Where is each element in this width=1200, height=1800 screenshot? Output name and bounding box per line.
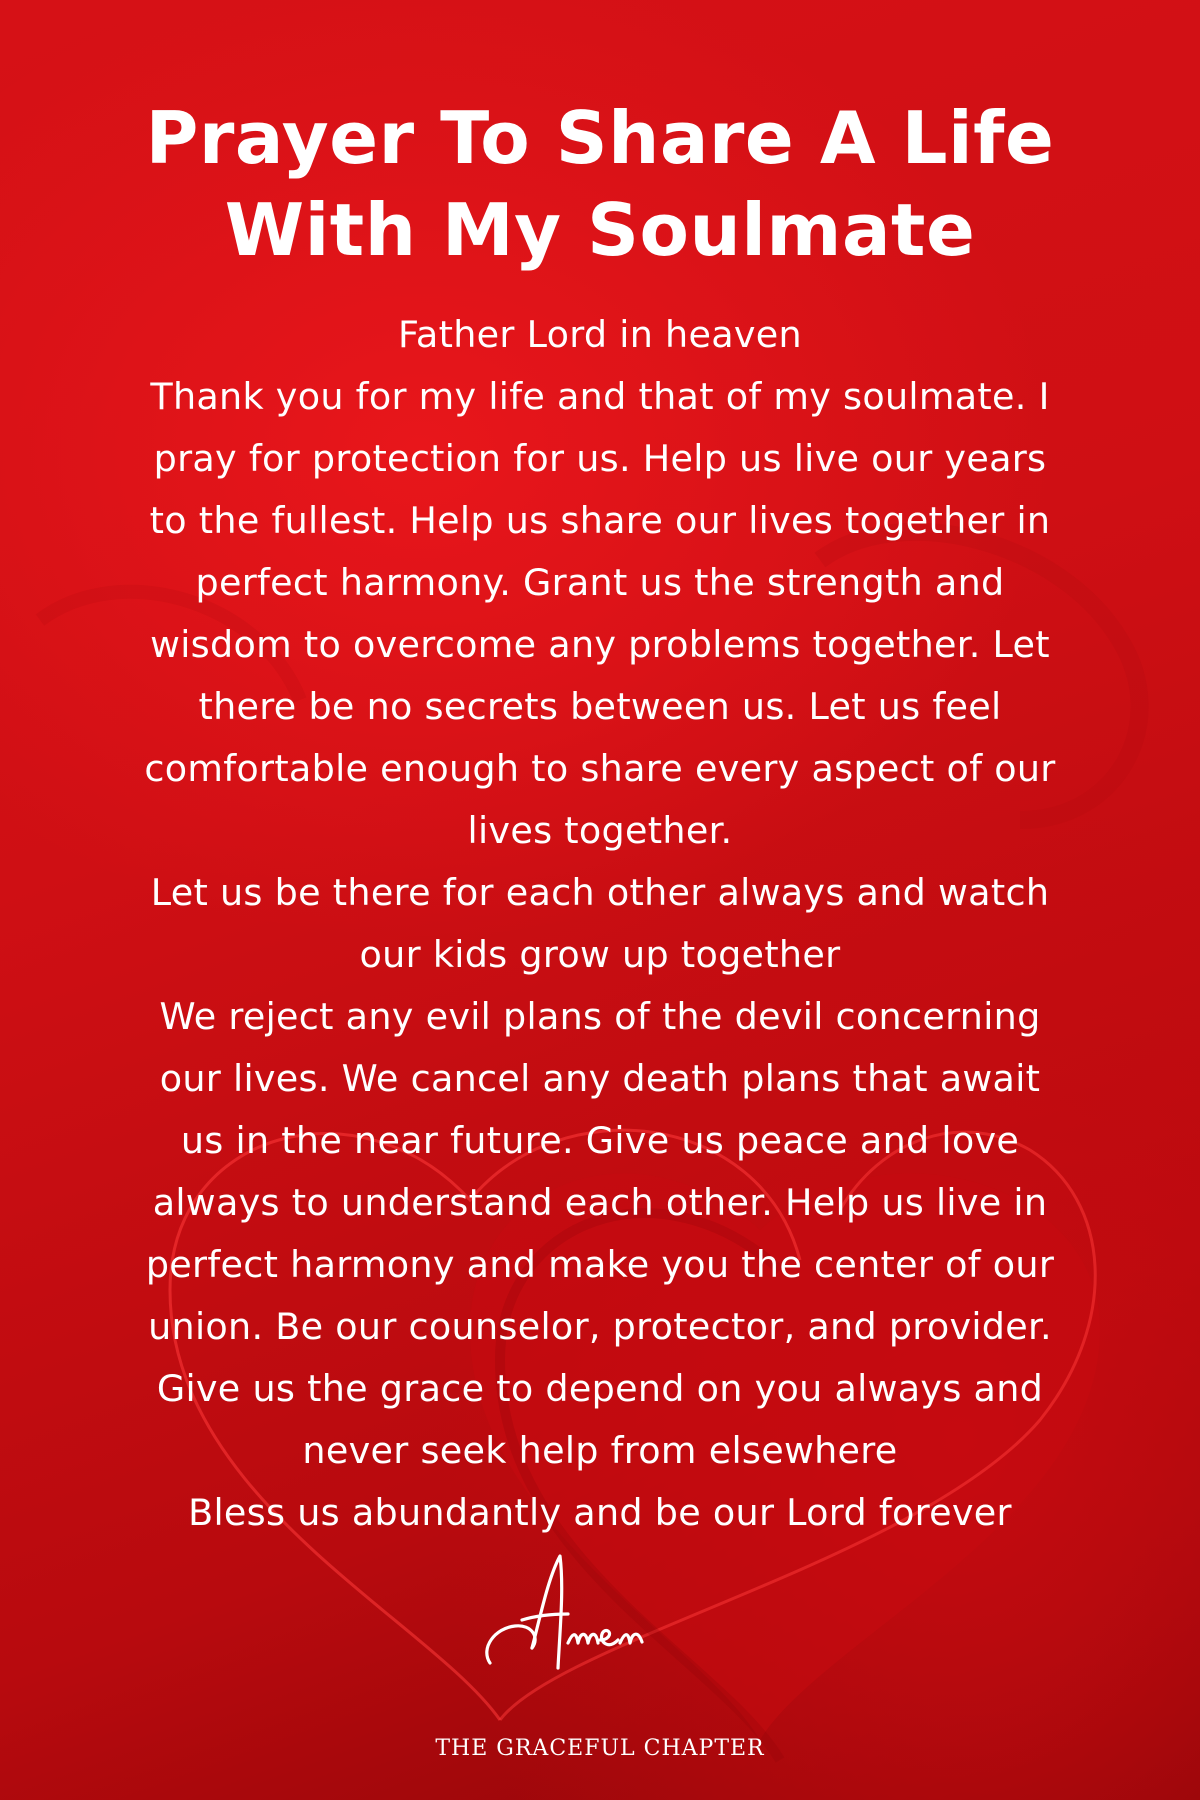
prayer-line: pray for protection for us. Help us live our years bbox=[153, 437, 1047, 480]
prayer-line: Thank you for my life and that of my soulmate. I bbox=[150, 375, 1050, 418]
prayer-text bbox=[70, 304, 1130, 1544]
prayer-line: Give us the grace to depend on you always and bbox=[156, 1367, 1044, 1410]
prayer-line: there be no secrets between us. Let us feel bbox=[198, 685, 1002, 728]
prayer-line: always to understand each other. Help us live in bbox=[152, 1181, 1048, 1224]
prayer-line: Father Lord in heaven bbox=[397, 313, 802, 356]
prayer-line: us in the near future. Give us peace and love bbox=[180, 1119, 1020, 1162]
prayer-line: union. Be our counselor, protector, and provider. bbox=[148, 1305, 1052, 1348]
prayer-line: perfect harmony and make you the center of our bbox=[145, 1243, 1055, 1286]
prayer-line: our lives. We cancel any death plans that await bbox=[159, 1057, 1041, 1100]
prayer-line: our kids grow up together bbox=[359, 933, 841, 976]
amen-signature bbox=[460, 1548, 740, 1678]
prayer-line: comfortable enough to share every aspect of our bbox=[144, 747, 1056, 790]
page-title bbox=[60, 92, 1140, 276]
title-line: Prayer To Share A Life bbox=[145, 96, 1055, 180]
prayer-line: We reject any evil plans of the devil concerning bbox=[159, 995, 1041, 1038]
prayer-line: Let us be there for each other always and watch bbox=[150, 871, 1050, 914]
prayer-line: Bless us abundantly and be our Lord forever bbox=[188, 1491, 1012, 1534]
prayer-line: to the fullest. Help us share our lives together in bbox=[149, 499, 1051, 542]
prayer-line: perfect harmony. Grant us the strength and bbox=[195, 561, 1005, 604]
prayer-line: wisdom to overcome any problems together. Let bbox=[150, 623, 1050, 666]
title-line: With My Soulmate bbox=[224, 188, 976, 272]
prayer-line: never seek help from elsewhere bbox=[302, 1429, 898, 1472]
prayer-line: lives together. bbox=[467, 809, 733, 852]
brand-footer: THE GRACEFUL CHAPTER bbox=[435, 1736, 765, 1761]
